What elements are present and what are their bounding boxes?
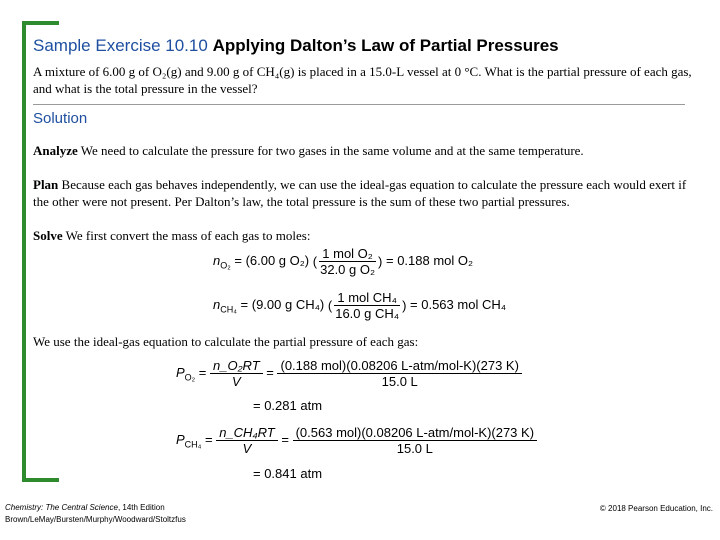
moles-ch4-fraction <box>332 290 402 321</box>
footer-edition: , 14th Edition <box>117 503 165 512</box>
moles-o2-denominator: 32.0 g O₂ <box>320 262 376 277</box>
pressure-ch4-symbol: P <box>176 431 185 447</box>
pressure-o2-subscript: O₂ <box>184 372 196 383</box>
page-title <box>33 36 559 56</box>
pressure-ch4-substituted-denominator: 15.0 L <box>396 441 433 456</box>
pressure-o2-equation <box>176 358 522 389</box>
pressure-ch4-formula-numerator: n_CH₄RT <box>216 425 278 441</box>
analyze-paragraph <box>33 142 703 159</box>
problem-statement: A mixture of 6.00 g of O₂(g) and 9.00 g of CH₄(g) is placed in a 15.0-L vessel at 0 °C. What is the partial pressure of each gas, and what is the total pressure in the vessel? <box>33 64 692 96</box>
solve-label: Solve <box>33 228 63 243</box>
pressure-o2-result: = 0.281 atm <box>253 398 323 413</box>
solve-text: We first convert the mass of each gas to moles: <box>62 228 311 243</box>
moles-o2-close: ) <box>378 254 383 269</box>
pressure-o2-formula-numerator: n_O₂RT <box>210 358 263 374</box>
equals-sign: = <box>198 364 211 380</box>
solution-heading: Solution <box>33 110 88 127</box>
frame-bottom-bar <box>22 478 59 482</box>
footer-book-title: Chemistry: The Central Science <box>5 503 118 512</box>
footer-citation <box>5 502 186 526</box>
moles-o2-conversion: ( <box>312 254 318 269</box>
pressure-ch4-result: = 0.841 atm <box>253 466 323 481</box>
moles-o2-given: = (6.00 g O₂) <box>234 252 310 268</box>
frame-top-bar <box>22 21 59 25</box>
moles-o2-subscript: O₂ <box>220 260 231 271</box>
pressure-ch4-substituted-numerator: (0.563 mol)(0.08206 L-atm/mol-K)(273 K) <box>293 425 537 441</box>
moles-o2-equation <box>213 246 473 277</box>
plan-paragraph <box>33 176 703 210</box>
frame-left-bar-lower <box>22 322 26 482</box>
equals-sign: = <box>204 431 217 447</box>
ideal-gas-paragraph: We use the ideal-gas equation to calculate the partial pressure of each gas: <box>33 334 419 349</box>
exercise-number: Sample Exercise 10.10 <box>33 36 208 55</box>
solve-paragraph <box>33 227 703 244</box>
moles-ch4-close: ) <box>402 298 407 313</box>
moles-o2-symbol: n <box>213 252 221 268</box>
pressure-o2-formula <box>210 358 263 389</box>
moles-ch4-equation <box>213 290 506 321</box>
pressure-o2-formula-denominator: V <box>231 374 241 389</box>
moles-ch4-denominator: 16.0 g CH₄ <box>335 306 400 321</box>
pressure-o2-substituted <box>277 358 521 389</box>
moles-o2-numerator: 1 mol O₂ <box>319 246 376 262</box>
moles-ch4-given: = (9.00 g CH₄) <box>240 296 325 312</box>
moles-ch4-subscript: CH₄ <box>220 304 237 315</box>
moles-ch4-symbol: n <box>213 296 221 312</box>
footer-copyright: © 2018 Pearson Education, Inc. <box>599 504 713 513</box>
equals-sign: = <box>281 431 293 447</box>
pressure-o2-symbol: P <box>176 364 185 380</box>
moles-o2-fraction <box>317 246 378 277</box>
plan-text: Because each gas behaves independently, we can use the ideal-gas equation to calculate the pressure each would exert if the other were not present. Per Dalton’s law, the total pressure is the sum of these two partial pressures. <box>33 177 687 209</box>
analyze-text: We need to calculate the pressure for two gases in the same volume and at the same temperature. <box>77 143 584 158</box>
pressure-ch4-formula <box>216 425 278 456</box>
analyze-label: Analyze <box>33 143 78 158</box>
exercise-topic: Applying Dalton’s Law of Partial Pressures <box>212 36 559 55</box>
frame-left-bar <box>22 21 26 322</box>
pressure-ch4-formula-denominator: V <box>242 441 252 456</box>
moles-ch4-open: ( <box>327 298 333 313</box>
plan-label: Plan <box>33 177 59 192</box>
pressure-o2-substituted-numerator: (0.188 mol)(0.08206 L-atm/mol-K)(273 K) <box>277 358 521 374</box>
pressure-o2-substituted-denominator: 15.0 L <box>381 374 418 389</box>
pressure-ch4-substituted <box>293 425 537 456</box>
pressure-ch4-equation <box>176 425 537 456</box>
footer-authors: Brown/LeMay/Bursten/Murphy/Woodward/Stoltzfus <box>5 515 186 524</box>
moles-ch4-result: = 0.563 mol CH₄ <box>410 296 507 312</box>
moles-ch4-numerator: 1 mol CH₄ <box>334 290 399 306</box>
moles-o2-result: = 0.188 mol O₂ <box>386 252 474 268</box>
equals-sign: = <box>266 364 278 380</box>
divider <box>33 104 685 105</box>
pressure-ch4-subscript: CH₄ <box>184 439 202 450</box>
